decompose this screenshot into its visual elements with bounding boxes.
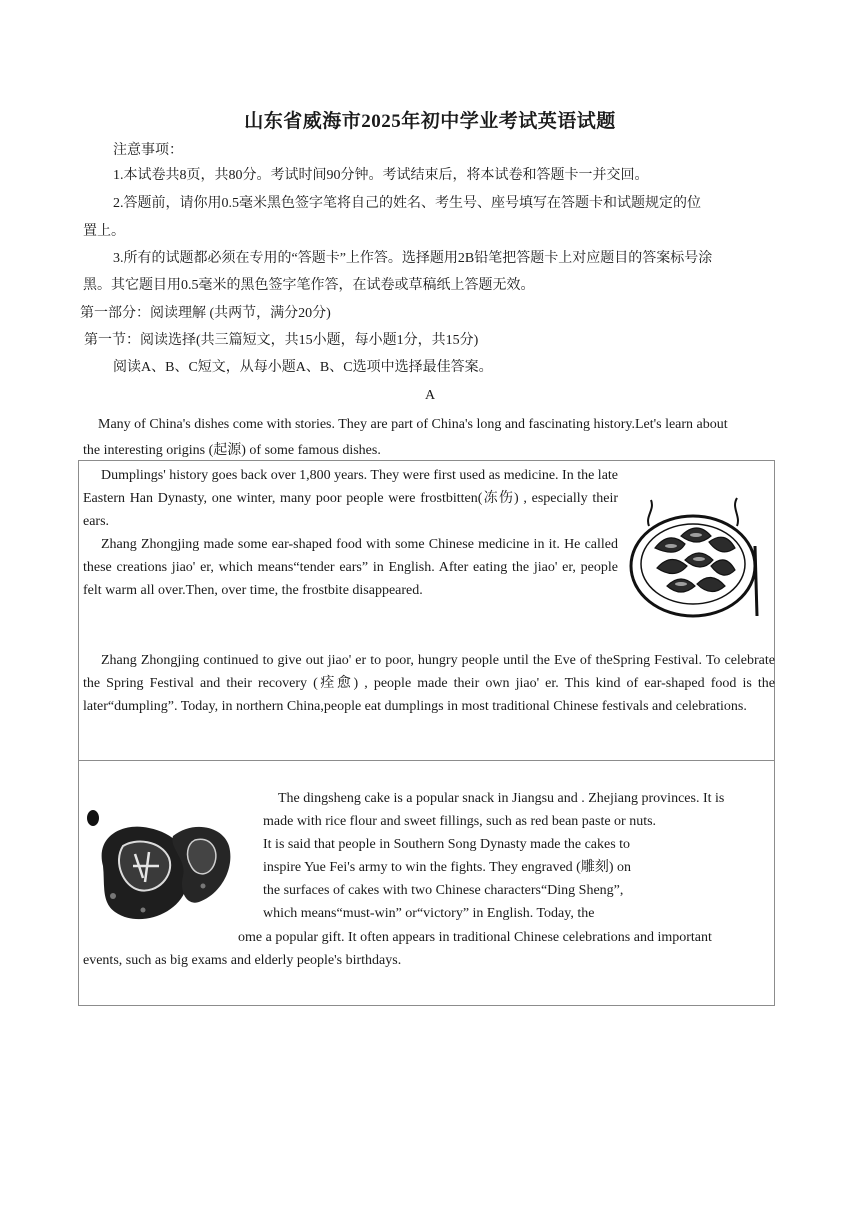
- dumpling-paragraph-1: Dumplings' history goes back over 1,800 years. They were first used as medicine. In the late Eastern Han Dynasty, one winter, many poor people were frostbitten(冻伤) , especially their ears.: [83, 468, 618, 529]
- notice-item-2-cont: 置上。: [83, 224, 125, 239]
- dumpling-paragraph-2: Zhang Zhongjing made some ear-shaped food with some Chinese medicine in it. He called these creations jiao' er, which means“tender ears” in English. After eating the jiao' er, people felt warm all over.Then, over time, the frostbite disappeared.: [83, 537, 618, 598]
- notice-item-1: 1.本试卷共8页，共80分。考试时间90分钟。考试结束后，将本试卷和答题卡一并交回。: [113, 168, 649, 183]
- part-one-heading: 第一部分：阅读理解 (共两节，满分20分): [80, 306, 331, 321]
- exam-title: 山东省威海市2025年初中学业考试英语试题: [244, 111, 616, 132]
- dingsheng-cake-illustration: [83, 806, 238, 938]
- cake-line-6: which means“must-win” or“victory” in English. Today, the: [263, 906, 595, 921]
- cake-line-2: made with rice flour and sweet fillings, such as red bean paste or nuts.: [263, 814, 657, 829]
- notice-item-3: 3.所有的试题都必须在专用的“答题卡”上作答。选择题用2B铅笔把答题卡上对应题目的答案标号涂: [113, 251, 713, 266]
- section-one-heading: 第一节：阅读选择(共三篇短文，共15小题，每小题1分，共15分): [84, 333, 479, 348]
- cake-line-7: ome a popular gift. It often appears in traditional Chinese celebrations and important: [238, 930, 712, 945]
- cake-line-4: inspire Yue Fei's army to win the fights. They engraved (雕刻) on: [263, 860, 632, 875]
- cake-line-5: the surfaces of cakes with two Chinese characters“Ding Sheng”,: [263, 883, 624, 898]
- passage-intro-cont: the interesting origins (起源) of some famous dishes.: [83, 443, 381, 458]
- reading-instruction: 阅读A、B、C短文，从每小题A、B、C选项中选择最佳答案。: [113, 360, 493, 375]
- dumpling-text-bottom: [83, 649, 775, 718]
- notice-item-2: 2.答题前，请你用0.5毫米黑色签字笔将自己的姓名、考生号、座号填写在答题卡和试题规定的位: [113, 196, 701, 211]
- cake-line-3: It is said that people in Southern Song Dynasty made the cakes to: [263, 837, 631, 852]
- dumpling-paragraph-3: Zhang Zhongjing continued to give out jiao' er to poor, hungry people until the Eve of theSpring Festival. To celebrate the Spring Festival and their recovery (痊愈) , people made their own jiao' er. This kind of ear-shaped food is the later“dumpling”. Today, in northern China,people eat dumplings in most traditional Chinese festivals and celebrations.: [83, 653, 775, 714]
- passage-intro: Many of China's dishes come with stories. They are part of China's long and fascinating history.Let's learn about: [98, 417, 728, 432]
- notice-item-3-cont: 黑。其它题目用0.5毫米的黑色签字笔作答，在试卷或草稿纸上答题无效。: [83, 278, 535, 293]
- cake-line-1: The dingsheng cake is a popular snack in Jiangsu and . Zhejiang provinces. It is: [278, 791, 725, 806]
- dumpling-text-top: [83, 464, 618, 602]
- dumpling-plate-illustration: [627, 486, 759, 622]
- cake-line-8: events, such as big exams and elderly people's birthdays.: [83, 953, 402, 968]
- passage-letter: A: [424, 388, 436, 403]
- notice-heading: 注意事项：: [113, 143, 183, 158]
